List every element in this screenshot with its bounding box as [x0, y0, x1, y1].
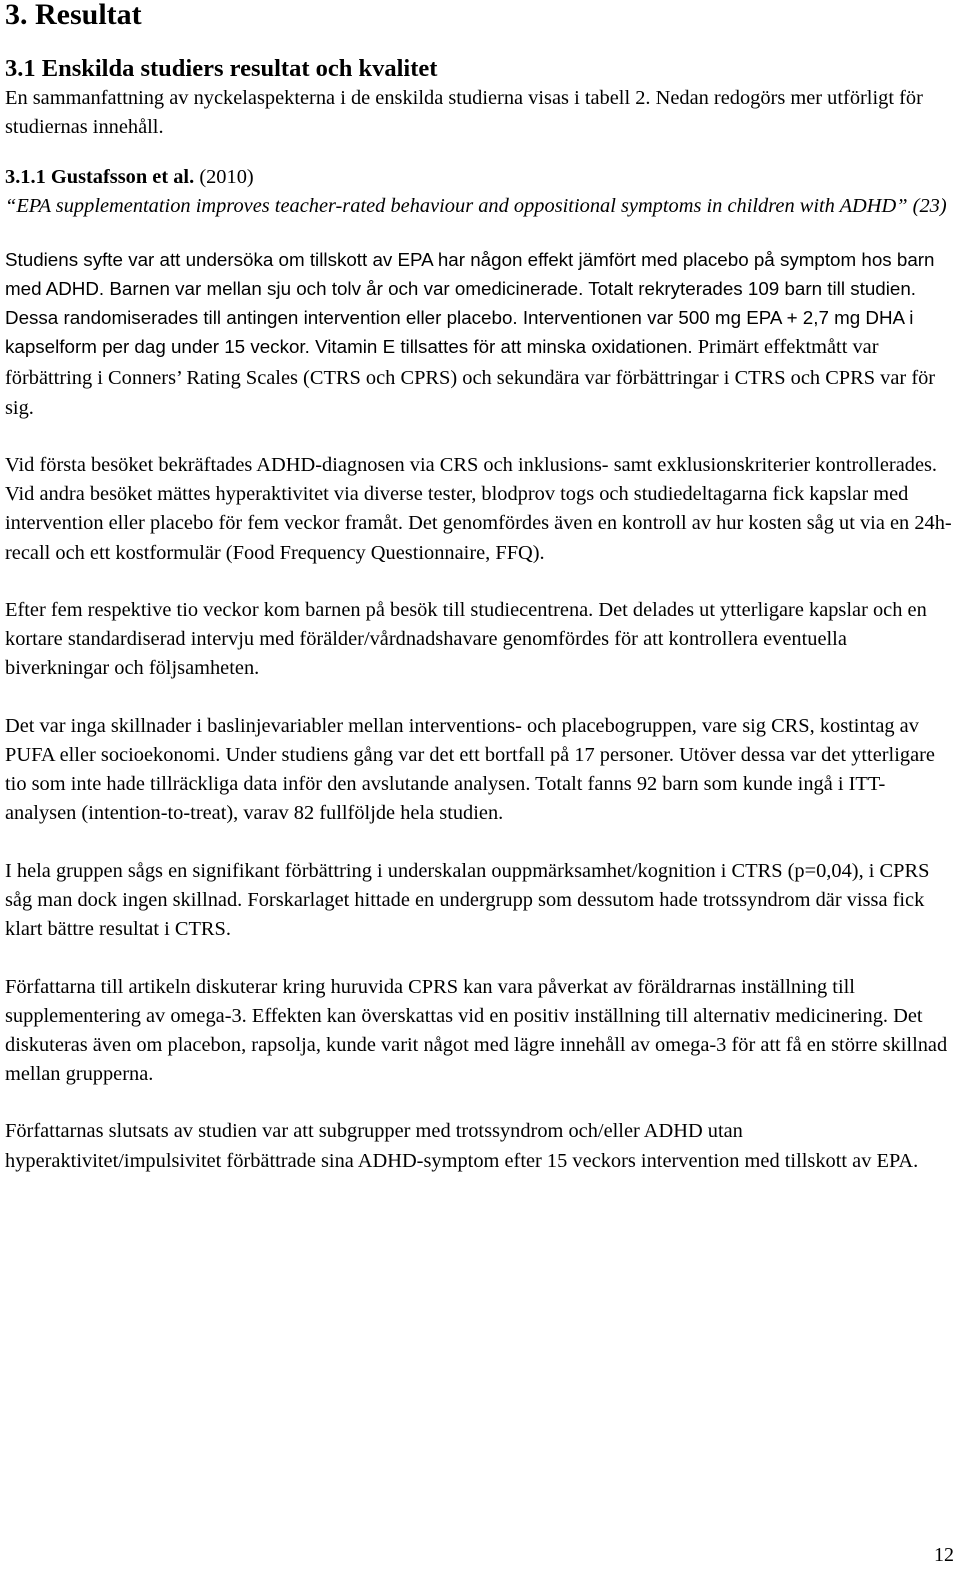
paragraph-conclusion: Författarnas slutsats av studien var att subgrupper med trotssyndrom och/eller ADHD utan hyperaktivitet/impulsivitet förbättrade sina ADHD-symptom efter 15 veckors intervention med tillskott av EPA.	[5, 1120, 919, 1172]
subsection-heading: 3.1 Enskilda studiers resultat och kvalitet	[5, 55, 438, 82]
study-title: “EPA supplementation improves teacher-rated behaviour and oppositional symptoms in children with ADHD” (23)	[5, 195, 947, 218]
paragraph-baseline: Det var inga skillnader i baslinjevariabler mellan interventions- och placebogruppen, vare sig CRS, kostintag av PUFA eller socioekonomi. Under studiens gång var det ett bortfall på 17 personer. Utöver dessa var det ytterligare tio som inte hade tillräckliga data inför den avslutande analysen. Totalt fanns 92 barn som kunde ingå i ITT-analysen (intention-to-treat), varav 82 fullföljde hela studien.	[5, 714, 935, 825]
document-page	[5, 0, 955, 1176]
paragraph-results: I hela gruppen sågs en signifikant förbättring i underskalan ouppmärksamhet/kognition i CTRS (p=0,04), i CPRS såg man dock ingen skillnad. Forskarlaget hittade en undergrupp som dessutom hade trotssyndrom där vissa fick klart bättre resultat i CTRS.	[5, 859, 930, 940]
paragraph-discussion: Författarna till artikeln diskuterar kring huruvida CPRS kan vara påverkat av föräldrarnas inställning till supplementering av omega-3. Effekten kan överskattas vid en positiv inställning till alternativ medicinering. Det diskuteras även om placebon, rapsolja, kunde varit något med lägre innehåll av omega-3 för att få en större skillnad mellan grupperna.	[5, 975, 948, 1085]
study-heading-authors: 3.1.1 Gustafsson et al.	[5, 166, 195, 189]
paragraph-followup: Efter fem respektive tio veckor kom barnen på besök till studiecentrena. Det delades ut ytterligare kapslar och en kortare standardiserad intervju med förälder/vårdnadshavare genomfördes för att kontrollera eventuella biverkningar och följsamheten.	[5, 599, 927, 680]
paragraph-aim	[5, 245, 955, 423]
study-heading	[5, 163, 955, 192]
paragraph-visits: Vid första besöket bekräftades ADHD-diagnosen via CRS och inklusions- samt exklusionskriterier kontrollerades. Vid andra besöket mättes hyperaktivitet via diverse tester, blodprov togs och studiedeltagarna fick kapslar med intervention eller placebo för fem veckor framåt. Det genomfördes även en kontroll av hur kosten såg ut via en 24h-recall och ett kostformulär (Food Frequency Questionnaire, FFQ).	[5, 454, 952, 564]
paragraph-aim-sans: Studiens syfte var att undersöka om tillskott av EPA har någon effekt jämfört med placebo på symptom hos barn med ADHD. Barnen var mellan sju och tolv år och var omedicinerade. Totalt rekryterades 109 barn till studien. Dessa randomiserades till antingen intervention eller placebo. Interventionen var 500 mg EPA + 2,7 mg DHA i kapselform per dag under 15 veckor. Vitamin E tillsattes för att minska oxidationen.	[5, 249, 935, 358]
page-number: 12	[934, 1544, 954, 1566]
section-heading: 3. Resultat	[5, 0, 142, 31]
intro-paragraph: En sammanfattning av nyckelaspekterna i de enskilda studierna visas i tabell 2. Nedan redogörs mer utförligt för studiernas innehåll.	[5, 87, 923, 139]
study-heading-year: (2010)	[199, 166, 254, 189]
paragraph-aim-serif: Primärt effektmått var förbättring i Conners’ Rating Scales (CTRS och CPRS) och sekundära var förbättringar i CTRS och CPRS var för sig.	[5, 336, 936, 419]
